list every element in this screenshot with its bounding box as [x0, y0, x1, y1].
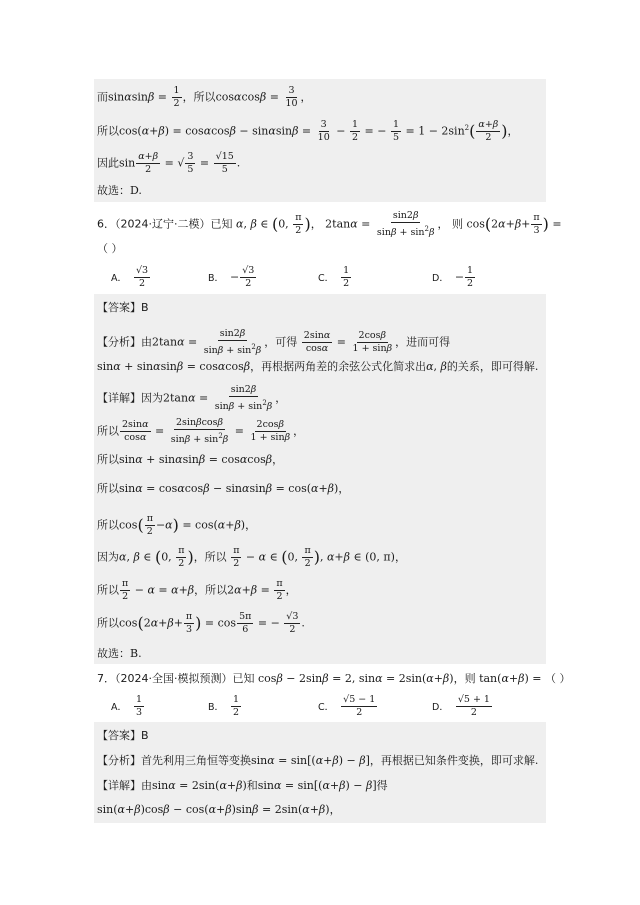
- a6-detail-line6: 因为α, β ∈ (0, $\frac{\pi}{2}$ )，所以 $\frac{\pi}{2}$ − α ∈ (0, $\frac{\pi}{2}$ ), α+β ∈ (0, π)，: [97, 545, 406, 569]
- q7-option-d[interactable]: D． $\frac{√5 + 1}{2}$: [432, 694, 490, 718]
- sol5-line2: 所以cos(α+β) = cosαcosβ − sinαsinβ = $\frac{3}{10}$ − $\frac{1}{2}$ = − $\frac{1}{5}$ = $1 - 2\sin^2$( $\frac{\alpha+\beta}{2}$ )，: [97, 119, 519, 143]
- q6-stem: 6．（2024·辽宁·二模）已知 α, β ∈ (0, $\frac{\pi}{2}$ )， 2tanα = $\frac{\sin 2\beta}{\sin\beta + \sin^2\beta}$ ， 则 cos(2α+β+ $\frac{\pi}{3}$ ) =: [97, 210, 562, 239]
- a6-detail-line3: 所以sinα + sinαsinβ = cosαcosβ，: [97, 453, 284, 466]
- q7-option-b[interactable]: B． $\frac{1}{2}$: [208, 694, 240, 718]
- q7-stem: 7．（2024·全国·模拟预测）已知 cosβ − 2sinβ = 2, sinα = 2sin(α+β)，则 tan(α+β) = （ ）: [97, 672, 571, 685]
- q6-option-b[interactable]: B． − $\frac{√3}{2}$: [208, 265, 255, 289]
- a7-detail-line2: sin(α+β)cosβ − cos(α+β)sinβ = 2sin(α+β)，: [97, 803, 341, 816]
- q6-option-c[interactable]: C． $\frac{1}{2}$: [318, 265, 350, 289]
- a6-detail-line7: 所以 $\frac{\pi}{2}$ − α = α+β，所以2α+β = $\frac{\pi}{2}$ ，: [97, 578, 297, 602]
- q6-option-a[interactable]: A． $\frac{√3}{2}$: [111, 265, 149, 289]
- a6-answer: 【答案】B: [97, 301, 149, 314]
- a6-analysis-line2: sinα + sinαsinβ = cosαcosβ，再根据两角差的余弦公式化简求出α, β的关系，即可得解.: [97, 360, 539, 373]
- a6-detail-line1: 【详解】因为2tanα = $\frac{\sin 2\beta}{\sin\beta + \sin^2\beta}$ ，: [97, 384, 287, 413]
- a6-detail-line2: 所以 $\frac{2\sin\alpha}{\cos\alpha}$ = $\frac{2\sin\beta\cos\beta}{\sin\beta + \sin^2\beta}$ = $\frac{2\cos\beta}{1 + \sin\beta}$ ，: [97, 417, 305, 446]
- a7-detail-line1: 【详解】由sinα = 2sin(α+β)和sinα = sin[(α+β) − β]得: [97, 779, 388, 792]
- q6-option-d[interactable]: D． − $\frac{1}{2}$: [432, 265, 474, 289]
- q7-option-a[interactable]: A． $\frac{1}{3}$: [111, 694, 143, 718]
- sol5-line3: 因此sin $\frac{\alpha+\beta}{2}$ = √ $\frac{3}{5}$ = $\frac{√15}{5}$ .: [97, 151, 241, 175]
- q7-option-c[interactable]: C． $\frac{√5 - 1}{2}$: [318, 694, 376, 718]
- a7-analysis: 【分析】首先利用三角恒等变换sinα = sin[(α+β) − β]，再根据已知条件变换，即可求解.: [97, 754, 539, 767]
- a6-detail-line4: 所以sinα = cosαcosβ − sinαsinβ = cos(α+β)，: [97, 482, 350, 495]
- sol5-conclusion: 故选：D.: [97, 184, 142, 197]
- a6-conclusion: 故选：B.: [97, 647, 142, 660]
- sol5-line1: 而sinαsinβ = $\frac{1}{2}$ ，所以cosαcosβ = $\frac{3}{10}$ ，: [97, 85, 312, 109]
- a7-answer: 【答案】B: [97, 729, 149, 742]
- a6-detail-line5: 所以cos( $\frac{\pi}{2}$ −α) = cos(α+β)，: [97, 513, 257, 537]
- a6-analysis-line1: 【分析】由2tanα = $\frac{\sin 2\beta}{\sin\beta + \sin^2\beta}$ ，可得 $\frac{2\sin\alpha}{\cos\alpha}$ = $\frac{2\cos\beta}{1 + \sin\beta}$ ，进而可得: [97, 328, 451, 357]
- a6-detail-line8: 所以cos(2α+β+ $\frac{\pi}{3}$ ) = cos $\frac{5\pi}{6}$ = − $\frac{√3}{2}$ .: [97, 611, 305, 635]
- q6-paren: （ ）: [97, 242, 123, 255]
